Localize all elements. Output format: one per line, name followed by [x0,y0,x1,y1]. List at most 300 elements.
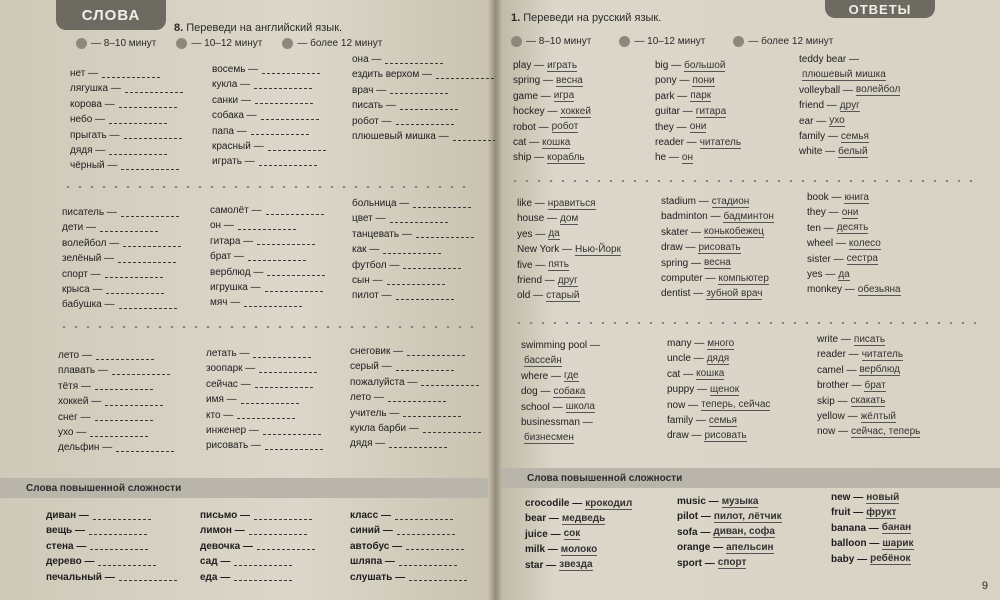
answer-row [521,430,600,445]
answer-row [513,73,591,88]
answer-word: house — [517,213,558,225]
answer-word: where — [521,370,562,382]
answer-row [661,225,774,240]
exercise-word: волейбол — [62,237,120,249]
answer-translation: большой [684,59,726,71]
answer-blank[interactable] [255,380,313,388]
answer-word: school — [521,401,563,413]
answer-word: yellow — [817,410,858,422]
answer-row [799,98,900,113]
answer-blank[interactable] [400,102,458,110]
answer-translation: рисовать [704,430,747,442]
exercise-word: лягушка — [70,83,121,95]
exercise-row [46,508,177,523]
exercise-word: тётя — [58,380,91,392]
exercise-word: слушать — [350,571,406,583]
exercise-row [206,346,323,361]
exercise-word: сейчас — [206,378,251,390]
answer-word: volleyball — [799,84,853,96]
answer-translation: он [681,152,693,164]
answer-column [799,52,900,160]
answer-word: family — [667,414,706,426]
answer-blank[interactable] [123,239,181,247]
answer-translation: читатель [699,136,742,148]
answer-blank[interactable] [403,261,461,269]
exercise-row [352,67,495,82]
exercise-row [58,394,174,409]
answer-translation: Нью-Йорк [575,243,621,255]
answer-blank[interactable] [265,284,323,292]
exercise-row [206,423,323,438]
answer-word: reader — [817,349,859,361]
legend-item: — 8–10 минут [511,36,591,47]
answer-blank[interactable] [395,512,453,520]
answer-blank[interactable] [234,558,292,566]
exercise-row [350,359,481,374]
answer-blank[interactable] [96,352,154,360]
answer-translation: семья [708,414,737,426]
answer-translation: сейчас, теперь [851,426,921,438]
answer-row [661,209,774,224]
answer-blank[interactable] [416,230,474,238]
answer-translation: сок [563,528,581,540]
answer-translation: дом [560,213,579,225]
answer-blank[interactable] [261,112,319,120]
answer-blank[interactable] [403,409,461,417]
answer-blank[interactable] [234,573,292,581]
answer-translation: компьютер [718,272,769,284]
answer-translation: собака [553,385,586,397]
answer-blank[interactable] [257,237,315,245]
dotted-divider [58,326,478,328]
task-title-1 [511,12,661,24]
exercise-row [200,508,315,523]
exercise-row [352,227,474,242]
answer-column [831,490,914,567]
answer-translation: крокодил [585,497,633,509]
answer-blank[interactable] [238,222,296,230]
exercise-row [210,280,325,295]
answer-row [817,347,920,362]
dotted-divider [509,180,979,182]
exercise-word: как — [352,244,380,256]
word-column [46,508,177,585]
answer-blank[interactable] [262,66,320,74]
answer-row [799,52,900,67]
exercise-word: синий — [350,525,393,537]
answer-translation: волейбол [855,84,901,96]
answer-blank[interactable] [254,512,312,520]
answer-blank[interactable] [109,147,167,155]
exercise-row [206,392,323,407]
answer-word: draw — [661,242,696,254]
exercise-word: крыса — [62,283,103,295]
exercise-row [352,83,495,98]
dotted-divider [62,186,474,188]
answer-blank[interactable] [251,127,309,135]
answer-word: he — [655,152,679,164]
answer-translation: корабль [547,152,585,164]
answer-blank[interactable] [106,286,164,294]
exercise-word: плавать — [58,365,108,377]
exercise-row [350,570,467,585]
answer-translation: колесо [848,237,881,249]
answer-blank[interactable] [268,143,326,151]
answer-translation: кошка [542,136,571,148]
exercise-row [350,554,467,569]
answer-blank[interactable] [102,70,160,78]
answer-word: many — [667,338,705,349]
exercise-word: чёрный — [70,160,118,172]
exercise-row [62,251,181,266]
exercise-word: бабушка — [62,299,115,311]
answer-blank[interactable] [413,200,471,208]
answer-word: guitar — [655,106,693,118]
word-column [352,52,495,144]
answer-column [517,196,621,304]
word-column [70,66,183,174]
answer-blank[interactable] [257,542,315,550]
answer-blank[interactable] [255,96,313,104]
exercise-word: летать — [206,348,250,359]
answer-row [525,496,632,511]
word-column [206,346,323,454]
answer-row [831,505,914,520]
answer-blank[interactable] [109,116,167,124]
exercise-word: письмо — [200,510,251,521]
answer-blank[interactable] [388,394,446,402]
answer-translation: нравиться [547,197,596,209]
answer-blank[interactable] [396,292,454,300]
answer-blank[interactable] [409,573,467,581]
answer-row [513,150,591,165]
answer-word: play — [513,60,545,71]
exercise-word: самолёт — [210,205,262,216]
answer-blank[interactable] [385,56,443,64]
hard-words-band: Слова повышенной сложности [0,478,488,498]
answer-row [525,558,632,573]
answer-row [661,271,774,286]
exercise-word: диван — [46,510,89,521]
answer-translation: дядя [706,353,730,365]
exercise-word: плюшевый мишка — [352,130,449,142]
answer-blank[interactable] [105,398,163,406]
answer-translation: звезда [559,559,593,571]
exercise-word: писатель — [62,207,117,218]
answer-blank[interactable] [383,246,441,254]
exercise-word: хоккей — [58,396,102,408]
exercise-row [62,297,181,312]
exercise-row [212,124,326,139]
answer-blank[interactable] [265,442,323,450]
answer-blank[interactable] [266,207,324,215]
exercise-word: прыгать — [70,129,120,141]
answer-row [517,211,621,226]
answer-row [667,428,770,443]
answer-blank[interactable] [390,86,448,94]
exercise-row [352,273,474,288]
answer-row [667,367,770,382]
answer-word: balloon — [831,538,880,550]
exercise-row [70,97,183,112]
exercise-word: печальный — [46,571,115,583]
answer-translation: рисовать [698,241,741,253]
answer-row [667,413,770,428]
exercise-word: спорт — [62,268,101,280]
answer-translation: читатель [861,349,904,361]
answer-blank[interactable] [389,440,447,448]
answer-translation: книга [844,191,869,203]
dotted-divider [513,322,983,324]
answer-row [661,194,774,209]
hard-words-band: Слова повышенной сложности [501,468,1000,488]
answer-translation: бадминтон [723,211,774,223]
answer-blank[interactable] [98,558,156,566]
exercise-word: зоопарк — [206,363,256,375]
answer-row [667,398,770,413]
legend-item: — 10–12 минут [619,36,705,47]
answer-blank[interactable] [397,527,455,535]
answer-word: puppy — [667,384,708,396]
answer-blank[interactable] [93,512,151,520]
answer-row [677,509,782,524]
answer-translation: весна [556,75,583,87]
exercise-row [70,66,183,81]
exercise-row [206,377,323,392]
answer-translation: ухо [829,115,845,127]
answer-blank[interactable] [396,363,454,371]
answer-word: pony — [655,75,690,87]
answer-blank[interactable] [259,158,317,166]
answer-blank[interactable] [399,558,457,566]
answer-blank[interactable] [121,162,179,170]
exercise-row [212,93,326,108]
answer-blank[interactable] [423,425,481,433]
answer-word: music — [677,496,719,507]
answer-word: park — [655,90,688,102]
answer-blank[interactable] [237,411,295,419]
answer-row [817,378,920,393]
answer-blank[interactable] [118,255,176,263]
answer-blank[interactable] [387,277,445,285]
answer-word: white — [799,146,836,158]
answer-blank[interactable] [436,71,494,79]
answer-row [517,227,621,242]
answer-row [525,511,632,526]
exercise-row [350,508,467,523]
answer-blank[interactable] [105,270,163,278]
answer-row [807,252,901,267]
answer-blank[interactable] [390,215,448,223]
answer-word: dentist — [661,288,704,300]
smile-icon [619,36,630,47]
answer-word: fruit — [831,507,864,519]
answer-row [513,104,591,119]
answer-row [521,353,600,368]
exercise-word: дерево — [46,556,95,568]
answer-translation: медведь [561,513,606,525]
answer-translation: верблюд [859,364,901,376]
answer-blank[interactable] [90,429,148,437]
exercise-row [212,62,326,77]
answer-translation: игра [553,90,575,102]
answer-word: friend — [799,100,837,112]
word-column [58,348,174,456]
exercise-word: небо — [70,114,106,126]
answer-word: orange — [677,542,724,554]
exercise-row [350,390,481,405]
answer-row [817,363,920,378]
exercise-word: больница — [352,198,410,209]
exercise-word: учитель — [350,407,400,419]
answer-word: they — [655,121,687,133]
answer-blank[interactable] [259,365,317,373]
answer-blank[interactable] [244,299,302,307]
exercise-word: ухо — [58,426,87,438]
exercise-word: снег — [58,411,91,423]
answer-translation: гитара [695,105,727,117]
answer-row [807,267,901,282]
answer-word: star — [525,559,557,571]
answer-blank[interactable] [254,81,312,89]
exercise-row [46,554,177,569]
exercise-word: играть — [212,156,255,168]
answer-blank[interactable] [95,382,153,390]
answer-blank[interactable] [407,348,465,356]
exercise-row [350,406,481,421]
exercise-word: папа — [212,125,247,137]
answer-blank[interactable] [267,268,325,276]
smile-icon [76,38,87,49]
answer-row [661,256,774,271]
exercise-row [210,218,325,233]
answer-row [799,114,900,129]
answer-blank[interactable] [241,396,299,404]
answer-word: dog — [521,386,551,398]
answer-translation: писать [853,333,886,345]
answer-translation: жёлтый [860,410,897,422]
answer-translation: друг [839,99,860,111]
exercise-word: инженер — [206,424,259,436]
answer-blank[interactable] [125,85,183,93]
answer-translation: бассейн [524,355,562,367]
exercise-row [210,265,325,280]
answer-row [817,394,920,409]
answer-blank[interactable] [100,224,158,232]
answer-row [525,542,632,557]
answer-word: teddy bear — [799,54,860,65]
answer-translation: хоккей [560,105,591,117]
answer-word: sofa — [677,526,711,538]
answer-column [817,332,920,440]
page-number: 9 [981,580,988,592]
exercise-row [200,539,315,554]
exercise-word: кукла — [212,79,251,91]
answer-translation: спорт [717,557,747,569]
answer-word: game — [513,90,551,102]
answer-word: book — [807,192,842,203]
answer-translation: фрукт [866,507,897,519]
word-column [62,205,181,313]
task-number: 1. [511,12,521,24]
exercise-row [212,108,326,123]
exercise-row [70,112,183,127]
answer-translation: плюшевый мишка [802,69,886,81]
exercise-word: врач — [352,84,387,96]
answer-blank[interactable] [119,100,177,108]
answer-word: now — [817,426,849,438]
answer-row [517,273,621,288]
exercise-row [210,203,325,218]
answer-translation: бизнесмен [524,432,574,444]
answer-blank[interactable] [121,209,179,217]
answer-row [667,351,770,366]
answer-row [667,336,770,351]
exercise-row [210,249,325,264]
exercise-row [70,143,183,158]
answer-translation: весна [704,257,731,269]
answer-blank[interactable] [112,367,170,375]
answer-translation: апельсин [726,541,774,553]
answer-blank[interactable] [396,117,454,125]
answer-blank[interactable] [406,542,464,550]
answer-translation: шарик [882,537,914,549]
answer-blank[interactable] [119,301,177,309]
answer-blank[interactable] [248,253,306,261]
answer-word: ear — [799,115,827,127]
answer-blank[interactable] [116,444,174,452]
answer-row [655,104,741,119]
answer-translation: кошка [696,368,725,380]
exercise-row [58,410,174,425]
answer-blank[interactable] [263,427,321,435]
answer-word: stadium — [661,196,709,207]
exercise-row [350,344,481,359]
answer-translation: скакать [850,395,886,407]
exercise-row [206,438,323,453]
answer-blank[interactable] [124,131,182,139]
exercise-row [350,436,481,451]
exercise-word: писать — [352,100,396,112]
exercise-word: собака — [212,110,257,122]
legend-item: — более 12 минут [733,36,833,47]
answer-row [799,67,900,82]
answer-blank[interactable] [119,573,177,581]
answer-blank[interactable] [249,527,307,535]
answer-blank[interactable] [95,413,153,421]
answer-word: pilot — [677,511,711,523]
answer-blank[interactable] [421,378,479,386]
answer-row [513,120,591,135]
exercise-row [58,440,174,455]
answer-row [661,240,774,255]
answer-blank[interactable] [253,350,311,358]
answer-row [831,521,914,536]
answer-word: sister — [807,253,844,265]
answer-blank[interactable] [90,542,148,550]
answer-word: now — [667,399,699,411]
exercise-row [352,258,474,273]
answer-row [517,242,621,257]
answer-blank[interactable] [89,527,147,535]
answer-row [831,552,914,567]
exercise-row [350,523,467,538]
word-column [200,508,315,585]
exercise-word: кукла барби — [350,422,419,434]
answer-word: wheel — [807,238,846,250]
book-gutter [488,0,502,600]
answer-row [799,129,900,144]
